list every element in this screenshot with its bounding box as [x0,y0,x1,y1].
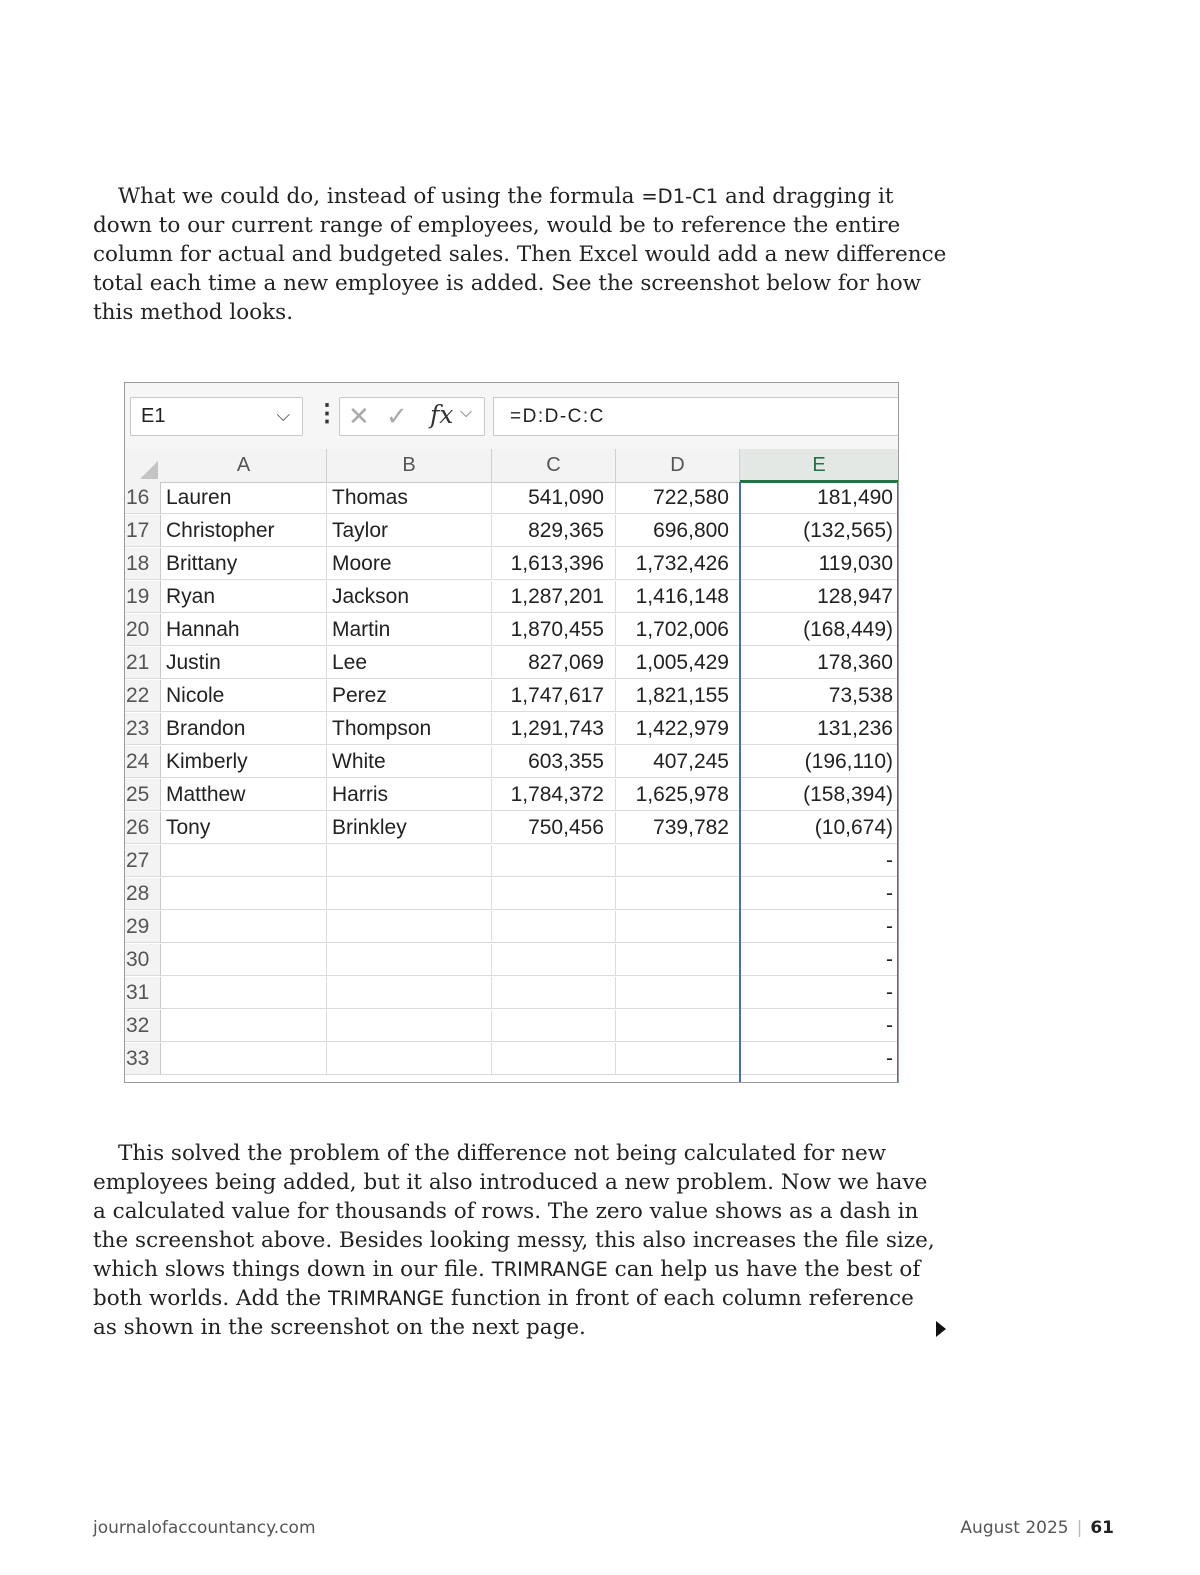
cell-col-a[interactable] [161,911,327,943]
name-box-value: E1 [141,405,166,427]
cell-col-e[interactable]: - [740,944,898,976]
cell-col-c[interactable]: 1,291,743 [492,713,616,745]
cell-col-a[interactable]: Hannah [161,614,327,646]
cell-col-d[interactable] [616,911,740,943]
page-number: 61 [1090,1518,1114,1538]
row-number[interactable]: 18 [125,548,161,580]
cancel-icon[interactable]: ✕ [348,401,370,431]
table-row [125,779,898,812]
row-number[interactable]: 20 [125,614,161,646]
more-options-icon[interactable]: ⋮ [315,400,339,427]
cell-col-a[interactable]: Brittany [161,548,327,580]
cell-col-e[interactable]: - [740,845,898,877]
cell-col-a[interactable] [161,1010,327,1042]
table-row [125,878,898,911]
cell-col-c[interactable] [492,977,616,1009]
footer-separator: | [1076,1518,1083,1538]
para2-line-7: as shown in the screenshot on the next page. [93,1315,586,1340]
select-all-corner[interactable] [125,449,162,483]
cell-col-a[interactable] [161,1043,327,1075]
table-row [125,515,898,548]
footer-issue: August 2025 [960,1518,1069,1538]
row-number[interactable]: 26 [125,812,161,844]
table-row [125,680,898,713]
chevron-down-icon[interactable]: ⌵ [276,405,290,425]
column-header-a[interactable]: A [161,449,327,483]
row-number[interactable]: 33 [125,1043,161,1075]
cell-col-e[interactable]: 128,947 [740,581,898,613]
cell-col-c[interactable]: 1,613,396 [492,548,616,580]
row-number[interactable]: 19 [125,581,161,613]
table-row [125,1010,898,1043]
cell-col-d[interactable]: 1,005,429 [616,647,740,679]
table-row [125,746,898,779]
column-header-d[interactable]: D [616,449,740,483]
cell-col-b[interactable]: Lee [327,647,492,679]
cell-col-d[interactable] [616,1010,740,1042]
cell-col-d[interactable]: 722,580 [616,482,740,514]
cell-col-b[interactable] [327,911,492,943]
cell-col-e[interactable]: 181,490 [740,482,898,514]
cell-col-c[interactable]: 827,069 [492,647,616,679]
para2-line-3: a calculated value for thousands of rows. The zero value shows as a dash in [93,1199,919,1224]
cell-col-b[interactable]: Thomas [327,482,492,514]
cell-col-a[interactable]: Christopher [161,515,327,547]
cell-col-b[interactable]: White [327,746,492,778]
cell-col-c[interactable]: 829,365 [492,515,616,547]
cell-col-b[interactable] [327,878,492,910]
row-number[interactable]: 23 [125,713,161,745]
name-box[interactable] [130,397,303,436]
inline-formula: =D1-C1 [641,185,719,208]
row-number[interactable]: 21 [125,647,161,679]
cell-col-d[interactable] [616,1043,740,1075]
cell-col-e[interactable]: (158,394) [740,779,898,811]
cell-col-a[interactable]: Tony [161,812,327,844]
para1-line-5: this method looks. [93,300,294,325]
row-number[interactable]: 17 [125,515,161,547]
row-number[interactable]: 31 [125,977,161,1009]
cell-col-b[interactable] [327,977,492,1009]
table-row [125,1043,898,1076]
cell-col-c[interactable] [492,1043,616,1075]
cell-col-d[interactable]: 1,821,155 [616,680,740,712]
column-header-b[interactable]: B [327,449,492,483]
cell-col-a[interactable]: Justin [161,647,327,679]
table-row [125,482,898,515]
cell-col-b[interactable] [327,845,492,877]
para1-line-4: total each time a new employee is added. See the screenshot below for how [93,271,922,296]
cell-col-e[interactable]: - [740,911,898,943]
cell-col-d[interactable]: 696,800 [616,515,740,547]
cell-col-d[interactable] [616,977,740,1009]
cell-col-c[interactable]: 1,287,201 [492,581,616,613]
cell-col-c[interactable] [492,944,616,976]
formula-bar [125,383,898,449]
para2-line-5: which slows things down in our file. TRIMRANGE can help us have the best of [93,1257,921,1282]
cell-col-e[interactable]: - [740,1010,898,1042]
table-row [125,977,898,1010]
para1-line-2: down to our current range of employees, would be to reference the entire [93,213,901,238]
cell-col-e[interactable]: 131,236 [740,713,898,745]
cell-col-b[interactable]: Thompson [327,713,492,745]
para2-line-4: the screenshot above. Besides looking messy, this also increases the file size, [93,1228,935,1253]
table-row [125,911,898,944]
cell-col-b[interactable]: Perez [327,680,492,712]
cell-col-c[interactable] [492,845,616,877]
cell-col-d[interactable]: 1,625,978 [616,779,740,811]
chevron-down-icon[interactable]: ⌵ [460,404,473,421]
cell-col-a[interactable]: Ryan [161,581,327,613]
continue-arrow-icon [936,1321,946,1337]
cell-col-a[interactable] [161,944,327,976]
column-header-c[interactable]: C [492,449,616,483]
cell-col-d[interactable]: 1,416,148 [616,581,740,613]
check-icon[interactable]: ✓ [386,401,408,431]
formula-input[interactable] [493,397,898,436]
cell-col-a[interactable]: Nicole [161,680,327,712]
cell-col-c[interactable]: 603,355 [492,746,616,778]
cell-col-e[interactable]: (168,449) [740,614,898,646]
cell-col-c[interactable]: 750,456 [492,812,616,844]
cell-col-c[interactable]: 1,747,617 [492,680,616,712]
cell-col-c[interactable] [492,911,616,943]
cell-col-a[interactable] [161,845,327,877]
formula-text: =D:D-C:C [510,406,605,427]
footer-site: journalofaccountancy.com [93,1518,316,1538]
cell-col-d[interactable]: 1,732,426 [616,548,740,580]
cell-col-a[interactable] [161,977,327,1009]
para1-line-1: What we could do, instead of using the formula =D1-C1 and dragging it [118,184,894,209]
table-row [125,647,898,680]
cell-col-a[interactable] [161,878,327,910]
cell-col-c[interactable] [492,878,616,910]
para2-line-2: employees being added, but it also introduced a new problem. Now we have [93,1170,928,1195]
paragraph-followup [93,1139,953,1342]
cell-col-b[interactable]: Harris [327,779,492,811]
column-header-e[interactable]: E [740,449,898,483]
cell-col-b[interactable] [327,944,492,976]
cell-col-a[interactable]: Kimberly [161,746,327,778]
row-number[interactable]: 22 [125,680,161,712]
cell-col-e[interactable]: - [740,1043,898,1075]
row-number[interactable]: 29 [125,911,161,943]
row-number[interactable]: 28 [125,878,161,910]
cell-col-b[interactable]: Brinkley [327,812,492,844]
cell-col-e[interactable]: 178,360 [740,647,898,679]
cell-col-d[interactable] [616,878,740,910]
row-number[interactable]: 16 [125,482,161,514]
excel-screenshot [124,382,899,1083]
formula-buttons [339,397,485,436]
cell-col-c[interactable]: 541,090 [492,482,616,514]
para2-line-6: both worlds. Add the TRIMRANGE function in front of each column reference [93,1286,914,1311]
paragraph-intro [93,182,953,327]
cell-col-e[interactable]: - [740,878,898,910]
cell-col-b[interactable]: Taylor [327,515,492,547]
table-row [125,614,898,647]
para1-line-3: column for actual and budgeted sales. Then Excel would add a new difference [93,242,947,267]
table-row [125,713,898,746]
cell-col-e[interactable]: - [740,977,898,1009]
cell-col-a[interactable]: Brandon [161,713,327,745]
cell-col-b[interactable]: Jackson [327,581,492,613]
insert-function-icon[interactable]: fx [430,400,454,429]
table-row [125,581,898,614]
cell-col-b[interactable] [327,1010,492,1042]
cell-col-e[interactable]: (132,565) [740,515,898,547]
row-number[interactable]: 32 [125,1010,161,1042]
table-row [125,548,898,581]
cell-col-e[interactable]: 73,538 [740,680,898,712]
cell-col-d[interactable]: 1,422,979 [616,713,740,745]
cell-col-e[interactable]: (10,674) [740,812,898,844]
table-row [125,944,898,977]
row-number[interactable]: 27 [125,845,161,877]
footer-page-info [960,1518,1114,1538]
cell-col-b[interactable] [327,1043,492,1075]
function-name: TRIMRANGE [327,1287,445,1310]
cell-col-a[interactable]: Lauren [161,482,327,514]
cell-col-d[interactable]: 407,245 [616,746,740,778]
cell-col-e[interactable]: 119,030 [740,548,898,580]
para2-line-1: This solved the problem of the difference not being calculated for new [118,1141,887,1166]
cell-col-c[interactable]: 1,784,372 [492,779,616,811]
table-row [125,845,898,878]
row-number[interactable]: 25 [125,779,161,811]
cell-col-b[interactable]: Moore [327,548,492,580]
row-number[interactable]: 24 [125,746,161,778]
cell-col-c[interactable] [492,1010,616,1042]
cell-col-a[interactable]: Matthew [161,779,327,811]
table-row [125,812,898,845]
function-name: TRIMRANGE [491,1258,608,1281]
cell-col-c[interactable]: 1,870,455 [492,614,616,646]
row-number[interactable]: 30 [125,944,161,976]
cell-col-d[interactable] [616,944,740,976]
cell-col-e[interactable]: (196,110) [740,746,898,778]
cell-col-d[interactable]: 1,702,006 [616,614,740,646]
cell-col-d[interactable] [616,845,740,877]
cell-col-d[interactable]: 739,782 [616,812,740,844]
cell-col-b[interactable]: Martin [327,614,492,646]
